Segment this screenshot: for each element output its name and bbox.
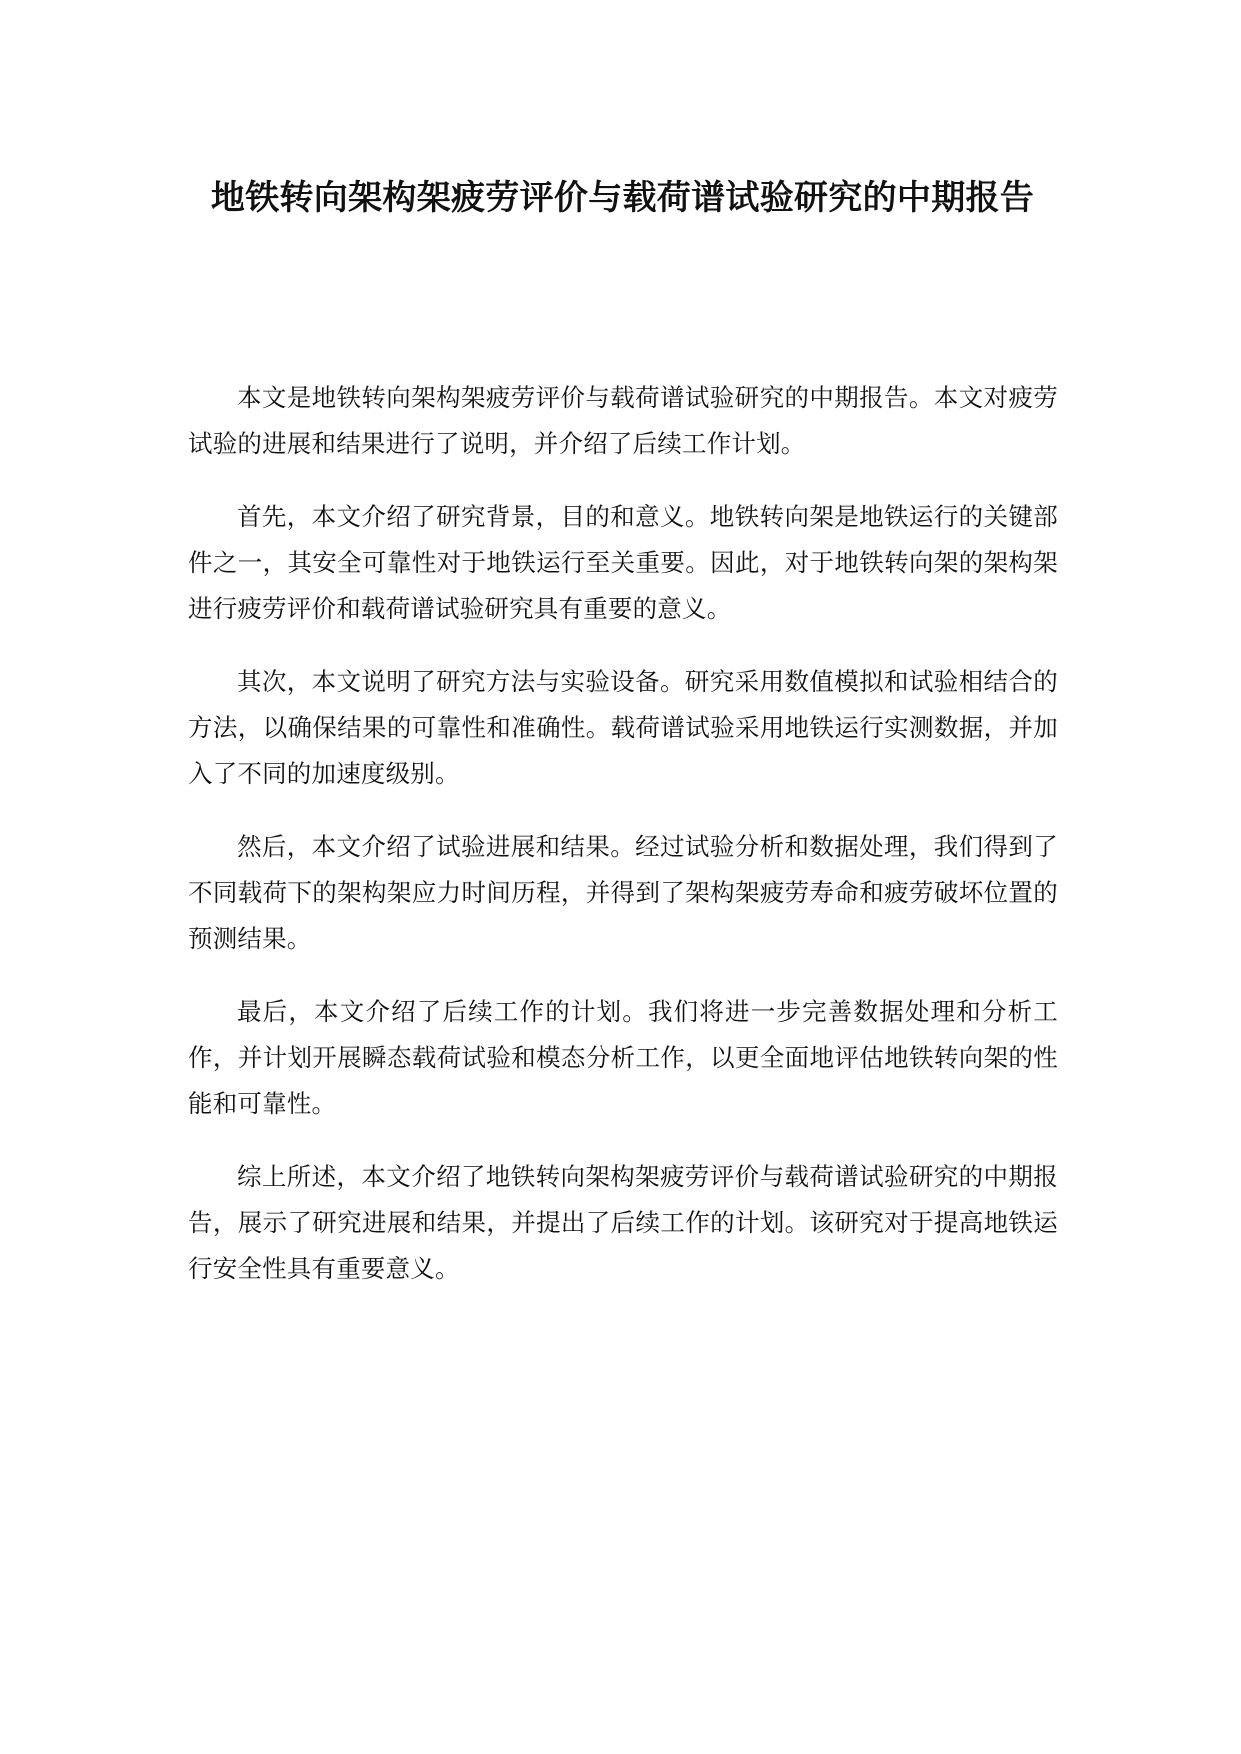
paragraph-results: 然后，本文介绍了试验进展和结果。经过试验分析和数据处理，我们得到了不同载荷下的架构架应力时间历程，并得到了架构架疲劳寿命和疲劳破坏位置的预测结果。 bbox=[188, 832, 1058, 953]
document-title: 地铁转向架构架疲劳评价与载荷谱试验研究的中期报告 bbox=[210, 178, 1035, 218]
paragraph-future-work: 最后，本文介绍了后续工作的计划。我们将进一步完善数据处理和分析工作，并计划开展瞬态载荷试验和模态分析工作，以更全面地评估地铁转向架的性能和可靠性。 bbox=[188, 997, 1058, 1118]
document-body bbox=[188, 375, 1058, 1319]
paragraph-conclusion: 综上所述，本文介绍了地铁转向架构架疲劳评价与载荷谱试验研究的中期报告，展示了研究进展和结果，并提出了后续工作的计划。该研究对于提高地铁运行安全性具有重要意义。 bbox=[188, 1162, 1058, 1283]
paragraph-intro: 本文是地铁转向架构架疲劳评价与载荷谱试验研究的中期报告。本文对疲劳试验的进展和结果进行了说明，并介绍了后续工作计划。 bbox=[188, 383, 1058, 458]
paragraph-methods: 其次，本文说明了研究方法与实验设备。研究采用数值模拟和试验相结合的方法，以确保结果的可靠性和准确性。载荷谱试验采用地铁运行实测数据，并加入了不同的加速度级别。 bbox=[188, 667, 1058, 788]
paragraph-background: 首先，本文介绍了研究背景，目的和意义。地铁转向架是地铁运行的关键部件之一，其安全可靠性对于地铁运行至关重要。因此，对于地铁转向架的架构架进行疲劳评价和载荷谱试验研究具有重要的意义。 bbox=[188, 502, 1058, 623]
